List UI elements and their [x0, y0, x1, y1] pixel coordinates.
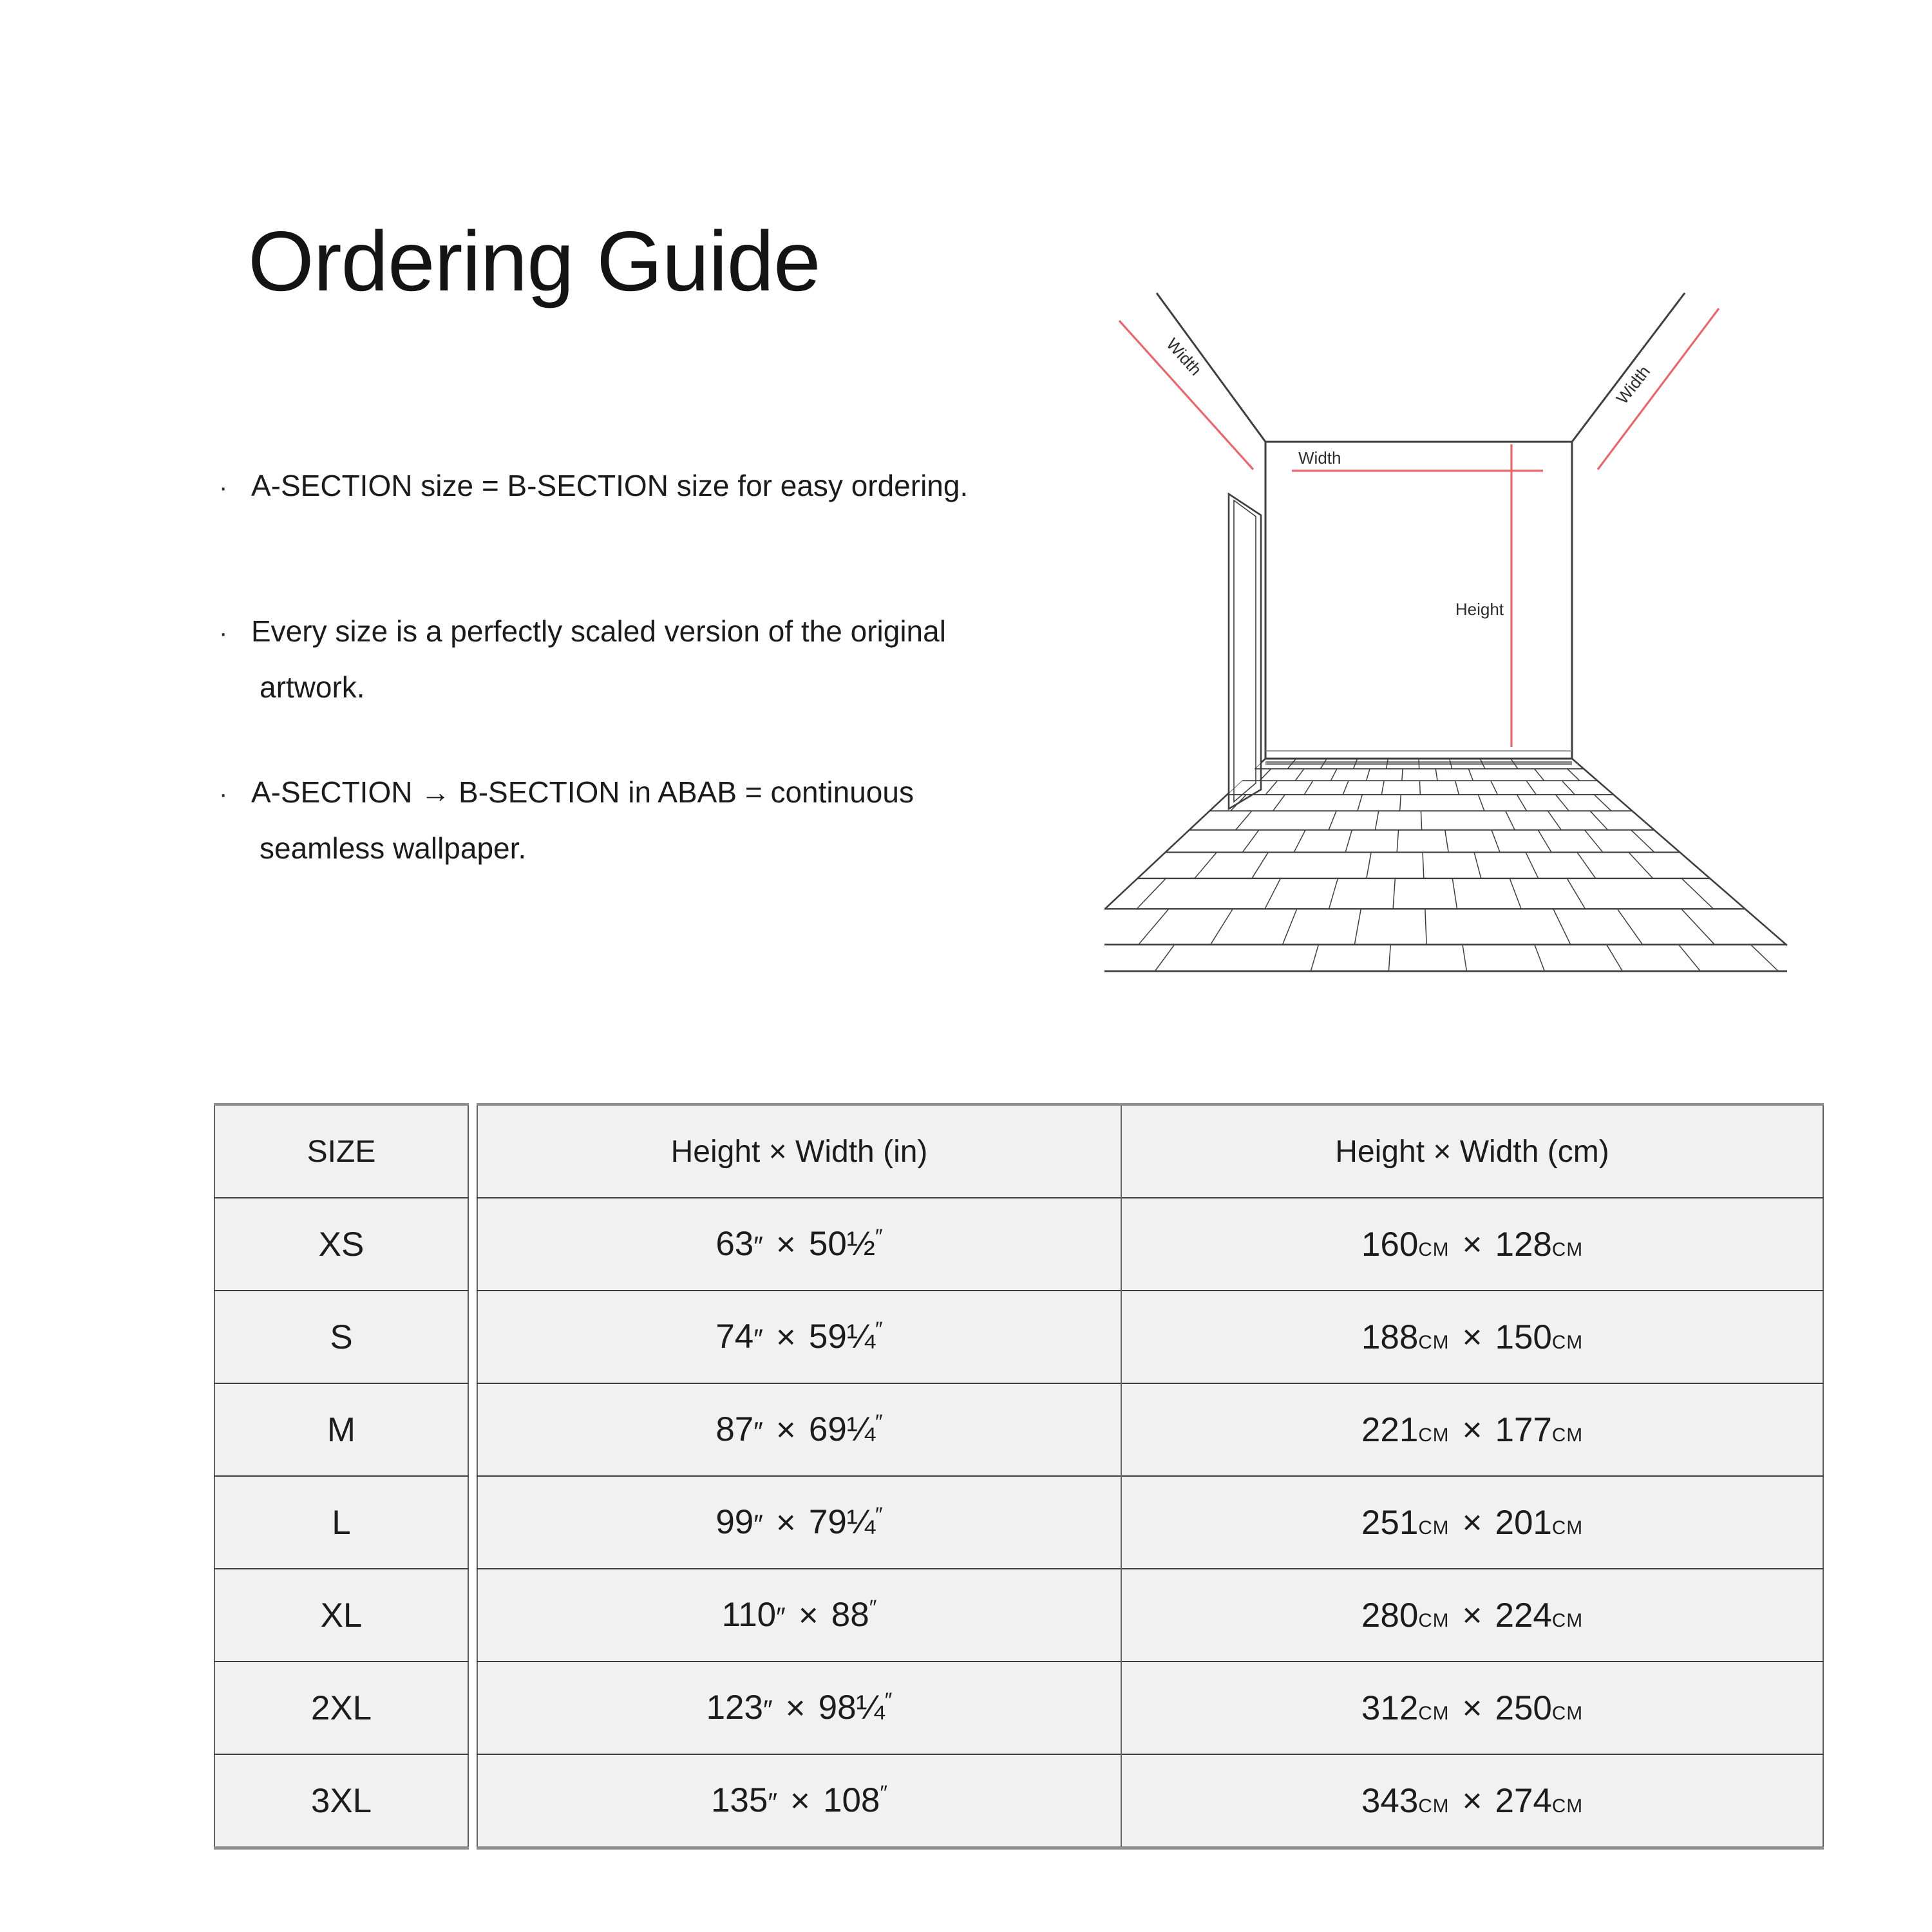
- inches-cell: 123″ × 98¼″: [477, 1662, 1121, 1754]
- table-row: [214, 1569, 468, 1662]
- bullet-dot: ·: [219, 473, 228, 502]
- table-row: [214, 1198, 468, 1291]
- width-label-left: Width: [1162, 334, 1206, 379]
- inches-cell: 87″ × 69¼″: [477, 1383, 1121, 1476]
- size-cell: XL: [214, 1569, 468, 1662]
- bullet-text: A-SECTION → B-SECTION in ABAB = continuous: [251, 775, 914, 809]
- size-table: [214, 1103, 469, 1850]
- bullet-dot: ·: [219, 619, 228, 647]
- inches-header: Height × Width (in): [670, 1134, 928, 1169]
- ceiling-edge-right: [1572, 293, 1685, 442]
- table-row: [477, 1198, 1823, 1291]
- page-title: Ordering Guide: [248, 214, 820, 308]
- size-cell: L: [214, 1476, 468, 1569]
- bullet-text-line2: seamless wallpaper.: [260, 831, 527, 865]
- table-row: [477, 1383, 1823, 1476]
- ceiling-edge-left: [1157, 293, 1265, 442]
- inches-cell: 74″ × 59¼″: [477, 1291, 1121, 1383]
- tiled-floor: [1104, 759, 1790, 971]
- table-row: [477, 1754, 1823, 1848]
- table-row: [477, 1662, 1823, 1754]
- bullet-dot: ·: [219, 780, 228, 808]
- bullet-item-2: [219, 604, 1224, 714]
- table-row: [214, 1662, 468, 1754]
- inches-cell: 99″ × 79¼″: [477, 1476, 1121, 1569]
- cm-cell: 280CM × 224CM: [1121, 1569, 1823, 1662]
- cm-cell: 160CM × 128CM: [1121, 1198, 1823, 1291]
- inches-cell: 135″ × 108″: [477, 1754, 1121, 1848]
- cm-cell: 312CM × 250CM: [1121, 1662, 1823, 1754]
- table-row: [477, 1569, 1823, 1662]
- cm-cell: 221CM × 177CM: [1121, 1383, 1823, 1476]
- inches-cell: 63″ × 50½″: [477, 1198, 1121, 1291]
- size-cell: M: [214, 1383, 468, 1476]
- bullet-item-3: [219, 765, 1224, 875]
- cm-header: Height × Width (cm): [1121, 1104, 1823, 1198]
- table-row: [214, 1754, 468, 1848]
- cm-cell: 343CM × 274CM: [1121, 1754, 1823, 1848]
- size-header: SIZE: [307, 1134, 376, 1169]
- back-wall: [1265, 442, 1572, 759]
- inches-cell: 110″ × 88″: [477, 1569, 1121, 1662]
- table-row: [477, 1291, 1823, 1383]
- bullet-item-1: [219, 459, 1224, 515]
- height-label: Height: [1455, 600, 1504, 619]
- width-label-right: Width: [1612, 362, 1654, 408]
- cm-cell: 188CM × 150CM: [1121, 1291, 1823, 1383]
- bullet-text-line2: artwork.: [260, 670, 365, 704]
- width-measure-line-left: [1119, 321, 1253, 469]
- size-cell: 2XL: [214, 1662, 468, 1754]
- bullet-text: Every size is a perfectly scaled version of the original: [251, 614, 946, 648]
- size-cell: S: [214, 1291, 468, 1383]
- table-header-row: [477, 1104, 1823, 1198]
- table-row: [477, 1476, 1823, 1569]
- bullet-text: A-SECTION size = B-SECTION size for easy ordering.: [251, 469, 969, 502]
- cm-cell: 251CM × 201CM: [1121, 1476, 1823, 1569]
- size-cell: XS: [214, 1198, 468, 1291]
- table-row: [214, 1476, 468, 1569]
- table-row: [214, 1291, 468, 1383]
- table-row: [214, 1383, 468, 1476]
- size-cell: 3XL: [214, 1754, 468, 1848]
- width-label-wall: Width: [1298, 448, 1341, 468]
- width-measure-line-right: [1598, 308, 1719, 469]
- room-illustration: [1104, 290, 1790, 1005]
- measurements-table: [477, 1103, 1824, 1850]
